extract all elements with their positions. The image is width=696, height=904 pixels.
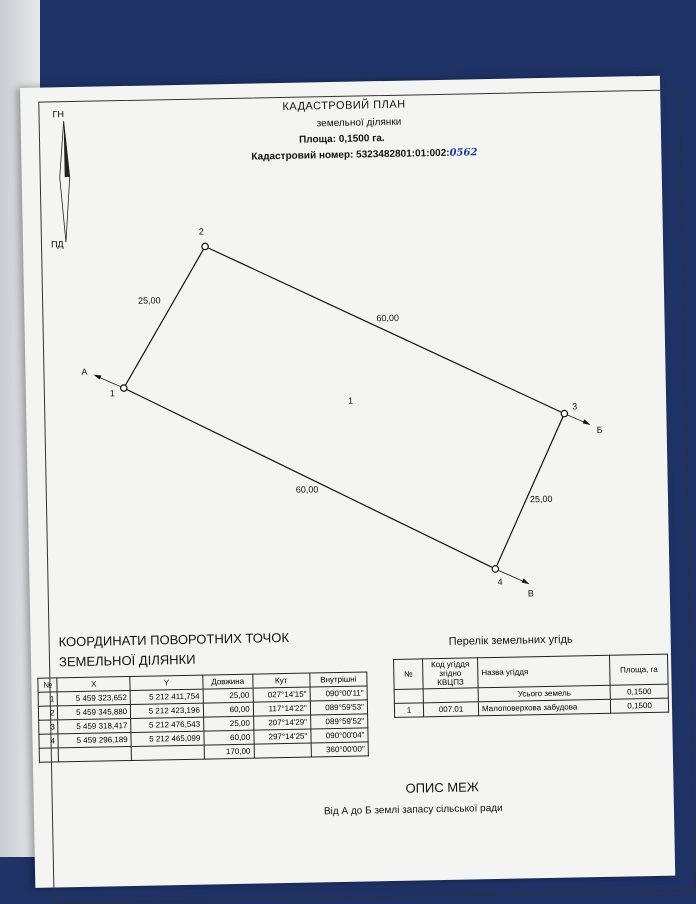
cell: 60,00 xyxy=(203,702,253,717)
lands-heading: Перелік земельних угідь xyxy=(448,633,573,648)
parcel-plan xyxy=(20,76,670,628)
col-length: Довжина xyxy=(203,674,253,689)
lands-col-code: Код угіддя згідно КВЦПЗ xyxy=(423,658,479,689)
cell: 5 212 465,099 xyxy=(131,731,204,746)
col-x: X xyxy=(57,676,130,691)
area-label: Площа: xyxy=(298,133,337,146)
cell xyxy=(131,745,204,760)
cell xyxy=(39,748,59,762)
vertex-3 xyxy=(561,410,568,417)
cell: 5 459 296,189 xyxy=(58,732,131,747)
cell: 089°59'52" xyxy=(310,714,367,729)
parcel-outline xyxy=(121,240,567,576)
compass-north: ГН xyxy=(52,109,64,120)
cell: 25,00 xyxy=(204,716,254,731)
borders-heading: ОПИС МЕЖ xyxy=(405,779,479,796)
col-no: № xyxy=(38,678,58,692)
side-label-1-2: 25,00 xyxy=(138,295,161,306)
cell: 089°59'53" xyxy=(310,700,367,715)
lands-total-label: Усього земель xyxy=(478,685,611,702)
cell: 0,1500 xyxy=(611,698,669,713)
cell xyxy=(254,743,311,758)
cell: 25,00 xyxy=(203,688,253,703)
total-length: 170,00 xyxy=(204,744,254,759)
direction-v: В xyxy=(527,588,534,599)
cell: 4 xyxy=(39,734,59,748)
side-label-3-4: 25,00 xyxy=(529,493,553,505)
direction-a: А xyxy=(81,366,88,377)
cell: 1 xyxy=(38,692,58,706)
borders-line-1: Від А до Б землі запасу сільської ради xyxy=(323,802,503,818)
cell: 3 xyxy=(39,720,59,734)
col-internal: Внутрішні xyxy=(310,672,367,687)
cell: 5 212 476,543 xyxy=(131,717,204,732)
lands-col-no: № xyxy=(394,659,424,690)
parcel-number: 1 xyxy=(347,395,354,406)
cell xyxy=(59,746,132,761)
cell: 5 212 423,196 xyxy=(131,703,204,718)
cell: 007.01 xyxy=(423,702,478,717)
vertex-label-3: 3 xyxy=(572,401,578,412)
cell xyxy=(423,688,478,703)
vertex-label-4: 4 xyxy=(497,576,503,587)
vertex-4 xyxy=(492,566,499,573)
lands-col-name: Назва угіддя xyxy=(478,655,611,688)
vertex-label-2: 2 xyxy=(198,226,204,237)
cell: 1 xyxy=(394,703,423,718)
area-value: 0,1500 га. xyxy=(338,133,385,145)
document-page xyxy=(20,76,675,888)
total-angle: 360°00'00" xyxy=(311,742,368,757)
side-label-4-1: 60,00 xyxy=(295,484,319,495)
cell: 2 xyxy=(38,706,58,720)
cad-label: Кадастровий номер: 5323482801:01:002: xyxy=(251,147,450,163)
cell: 60,00 xyxy=(204,730,254,745)
coords-table xyxy=(37,671,369,762)
cell xyxy=(394,689,423,704)
cell: 297°14'25" xyxy=(254,729,311,744)
cell: 027°14'15" xyxy=(253,687,310,702)
cad-handwritten: 0562 xyxy=(449,147,478,159)
cell: 5 212 411,754 xyxy=(130,689,203,704)
lands-total-area: 0,1500 xyxy=(610,684,668,699)
plan-subtitle: земельної ділянки xyxy=(316,116,402,130)
plan-title: КАДАСТРОВИЙ ПЛАН xyxy=(282,98,406,113)
col-angle: Кут xyxy=(252,673,309,688)
coords-heading: КООРДИНАТИ ПОВОРОТНИХ ТОЧОК ЗЕМЕЛЬНОЇ ДІЛЯНКИ xyxy=(58,629,290,670)
side-label-2-3: 60,00 xyxy=(376,312,400,324)
cell: 5 459 345,880 xyxy=(58,704,131,719)
vertex-label-1: 1 xyxy=(109,388,115,399)
cell: 5 459 318,417 xyxy=(58,718,131,733)
direction-b: Б xyxy=(596,424,603,435)
lands-col-area: Площа, га xyxy=(610,654,668,685)
cell: 090°00'04" xyxy=(311,728,368,743)
cell: 090°00'11" xyxy=(310,686,367,701)
cell: 207°14'29" xyxy=(253,715,310,730)
cell: 5 459 323,652 xyxy=(58,690,131,705)
vertex-1 xyxy=(121,385,128,392)
col-y: Y xyxy=(130,675,203,690)
cell: 117°14'22" xyxy=(253,701,310,716)
compass-south: ПД xyxy=(50,239,64,250)
vertex-2 xyxy=(202,243,209,250)
lands-table xyxy=(393,654,669,718)
cell: Малоповерхова забудова xyxy=(478,699,611,716)
